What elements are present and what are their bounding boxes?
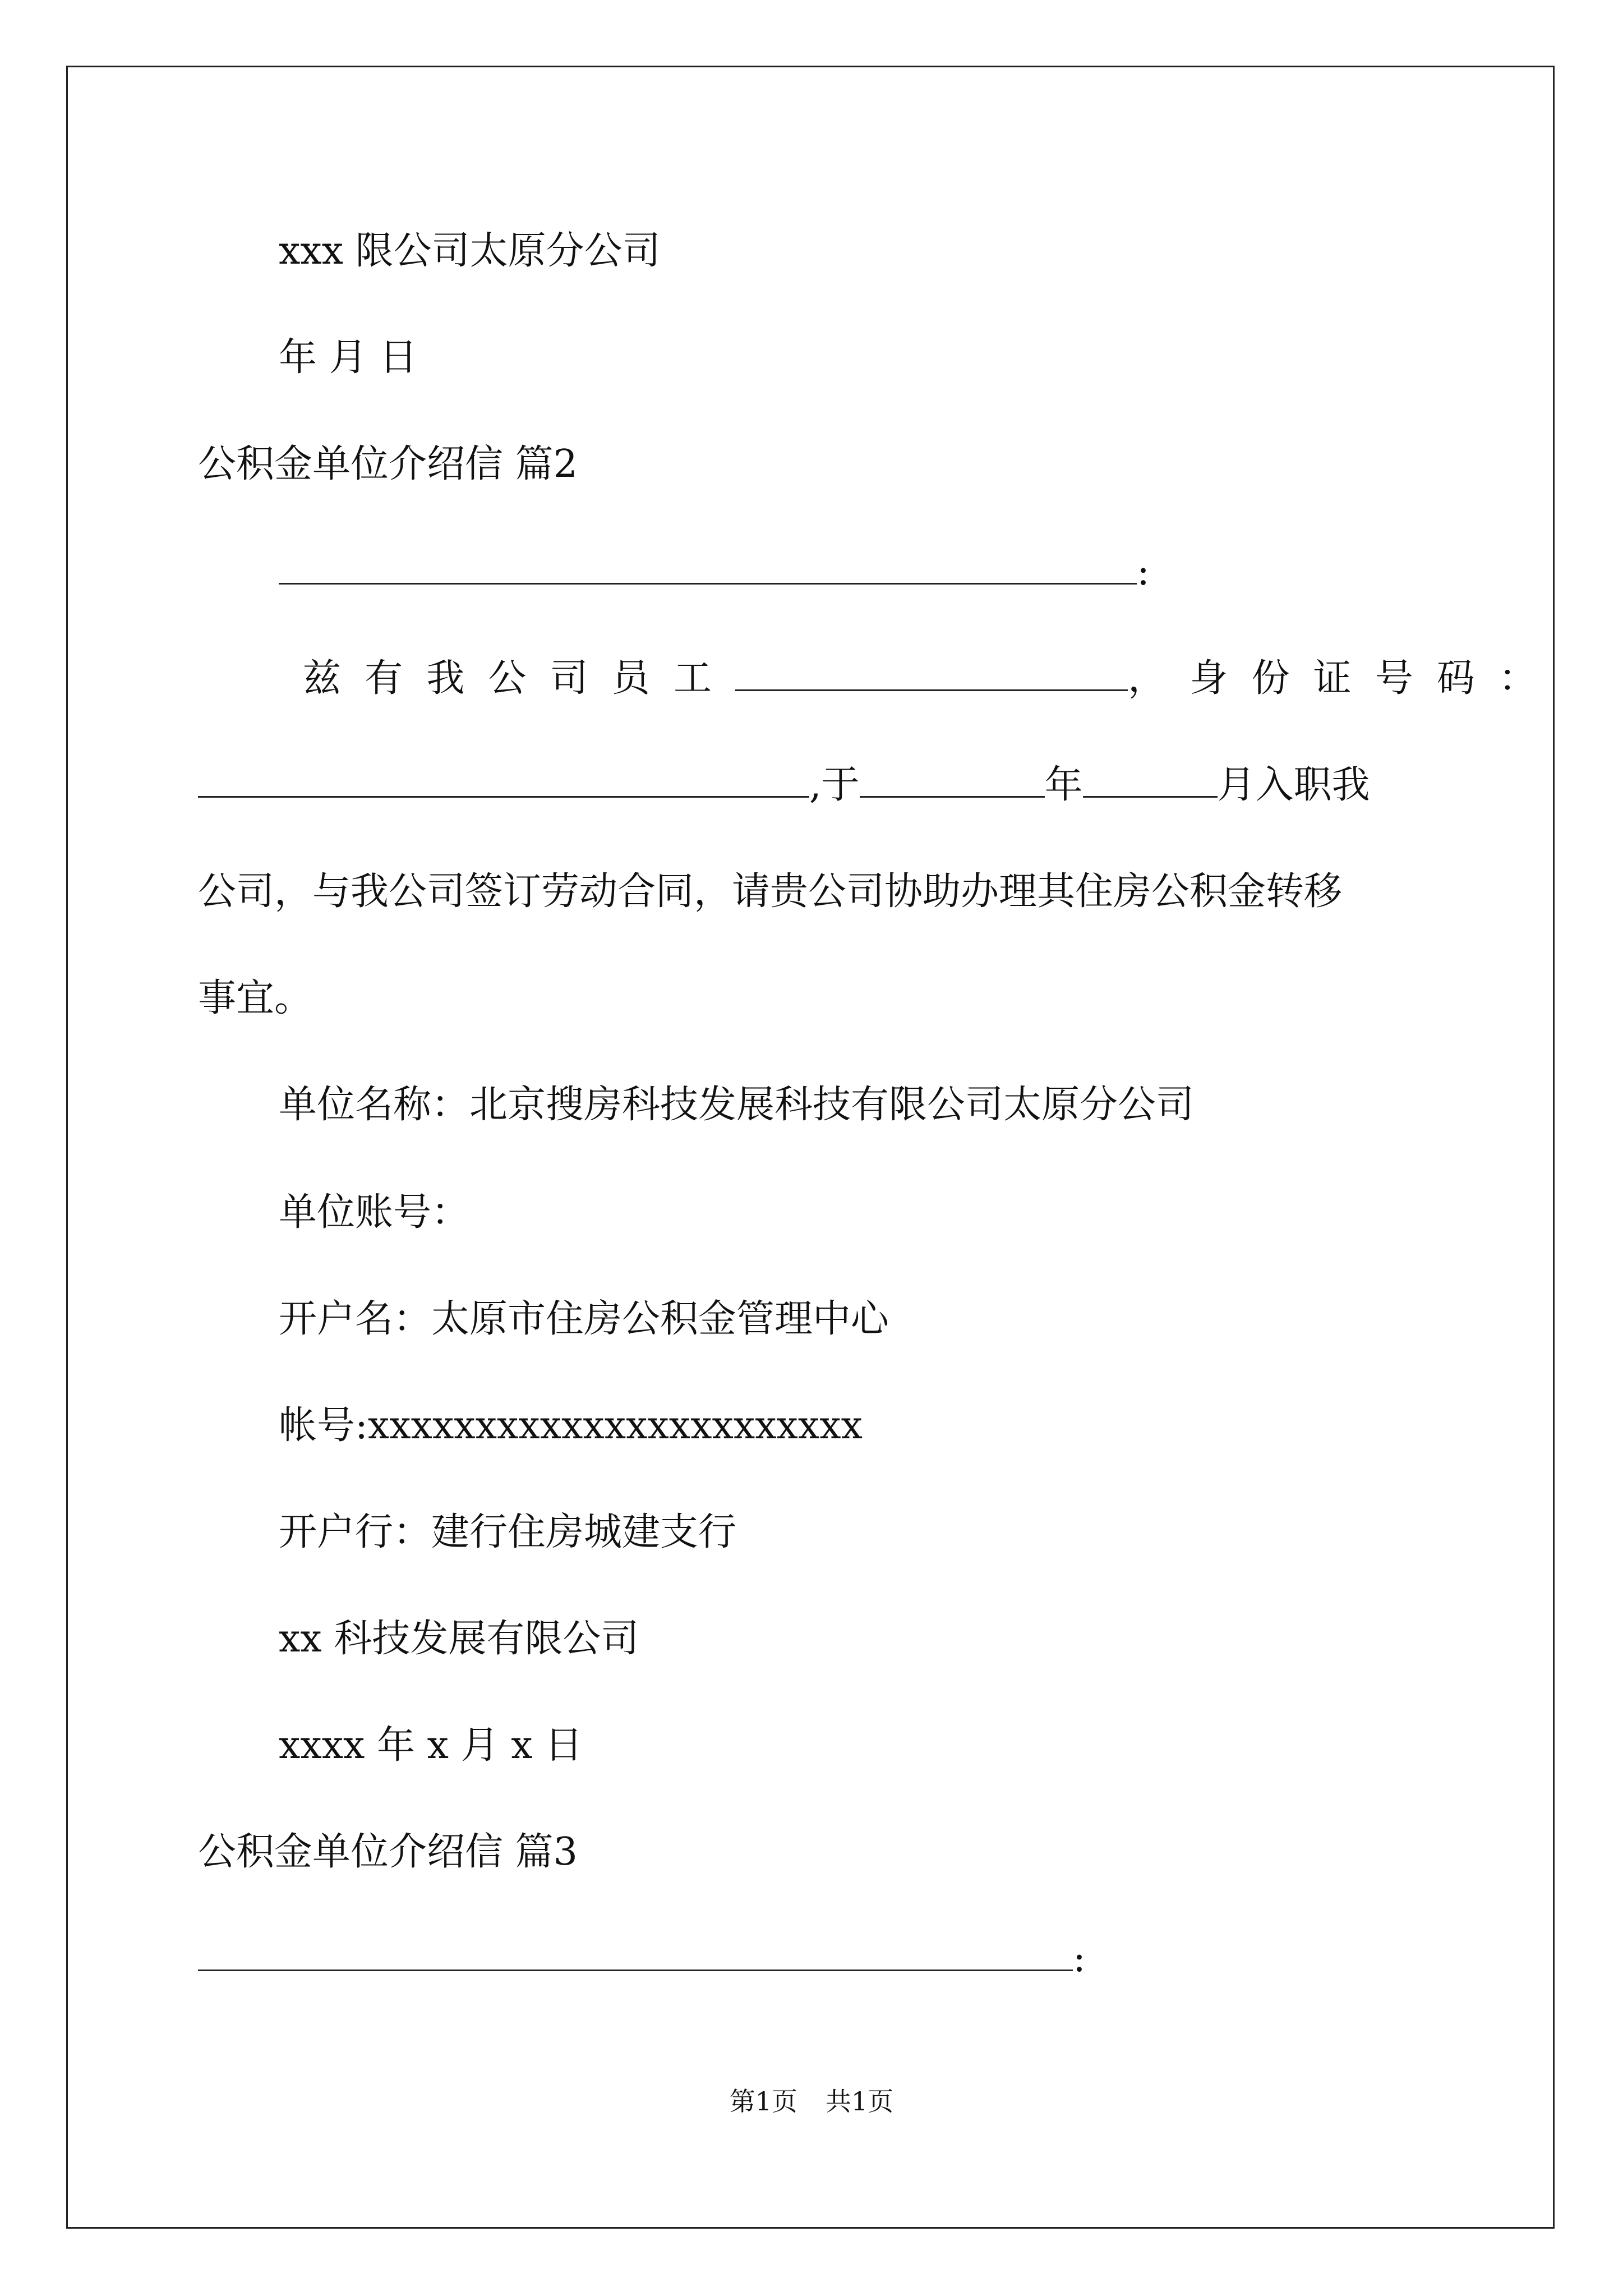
recipient-blank — [198, 1938, 1073, 1971]
intro-line-1 — [303, 656, 1560, 701]
intro-line-4: 事宜。 — [198, 976, 313, 1020]
intro-line-3: 公司，与我公司签订劳动合同，请贵公司协助办理其住房公积金转移 — [198, 869, 1343, 914]
intro-text-c: ,于 — [809, 763, 860, 807]
signoff-date: 年 月 日 — [279, 335, 418, 380]
recipient-blank — [279, 551, 1137, 585]
employee-name-blank — [735, 658, 1128, 691]
page-border — [66, 66, 1555, 2229]
salutation-colon: : — [1073, 1936, 1086, 1981]
id-number-blank — [198, 765, 809, 798]
account-number: 帐号:xxxxxxxxxxxxxxxxxxxxxxx — [279, 1404, 863, 1448]
signature-date: xxxx 年 x 月 x 日 — [279, 1723, 583, 1768]
account-name: 开户名：太原市住房公积金管理中心 — [279, 1297, 889, 1341]
signoff-company: xxx 限公司太原分公司 — [279, 229, 661, 273]
section-heading: 公积金单位介绍信 篇3 — [198, 1830, 578, 1874]
intro-text-a: 兹有我公司员工 — [303, 656, 736, 701]
intro-text-b: ，身份证号码： — [1128, 656, 1561, 701]
month-blank — [1083, 765, 1218, 798]
intro-text-e: 月入职我 — [1217, 763, 1370, 807]
year-blank — [860, 765, 1045, 798]
bank-name: 开户行：建行住房城建支行 — [279, 1510, 737, 1554]
intro-text-d: 年 — [1044, 763, 1083, 807]
salutation-line — [279, 550, 1150, 595]
page-footer — [0, 2086, 1623, 2117]
page-total: 共1页 — [826, 2086, 894, 2116]
intro-line-2 — [198, 763, 1370, 808]
section-heading: 公积金单位介绍信 篇2 — [198, 442, 578, 486]
salutation-line — [198, 1936, 1086, 1981]
company-signature: xx 科技发展有限公司 — [279, 1617, 639, 1661]
unit-name: 单位名称：北京搜房科技发展科技有限公司太原分公司 — [279, 1083, 1195, 1127]
salutation-colon: : — [1137, 550, 1150, 594]
page-number: 第1页 — [729, 2086, 797, 2116]
unit-account: 单位账号： — [279, 1190, 470, 1235]
